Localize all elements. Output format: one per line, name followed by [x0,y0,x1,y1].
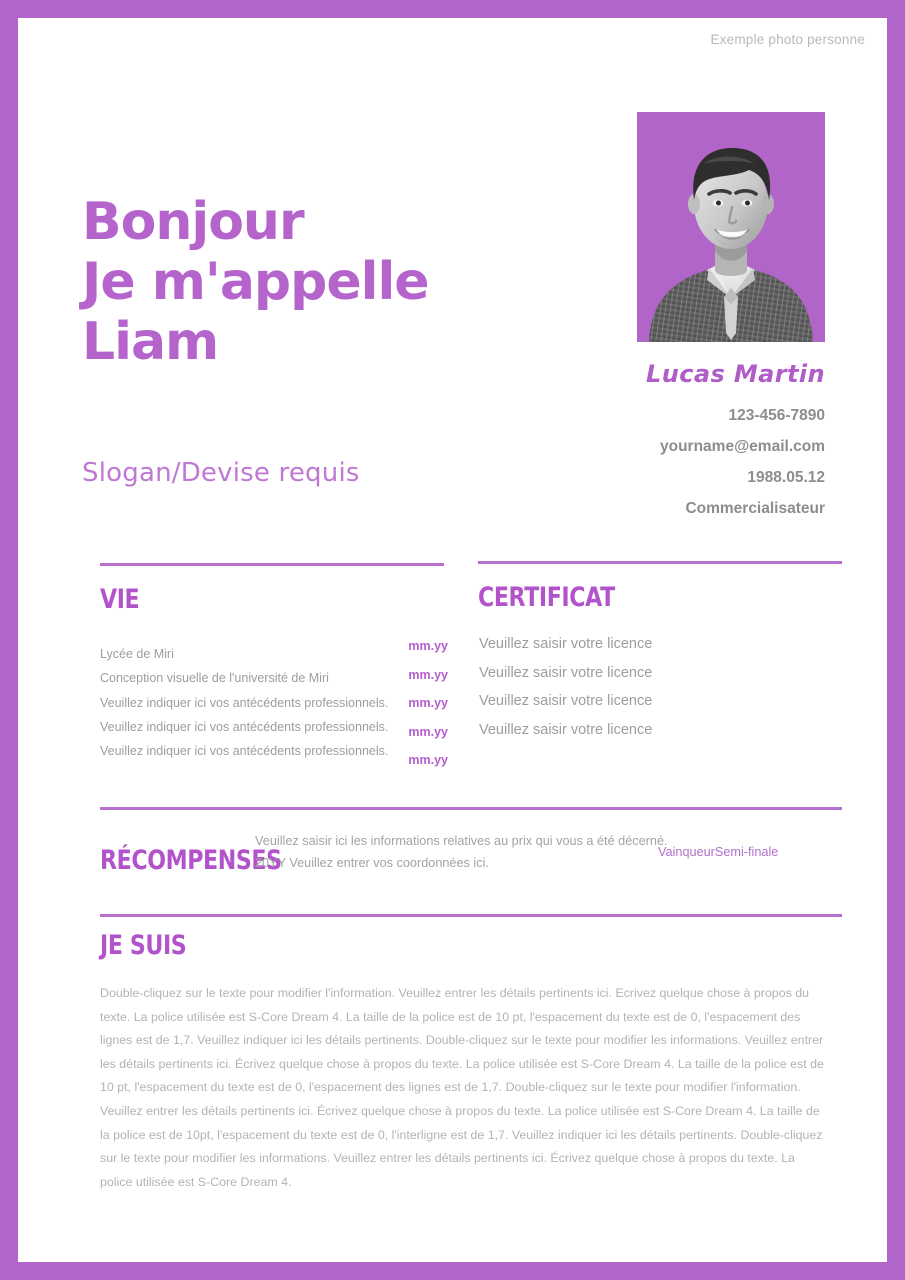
photo-note-label: Exemple photo personne [710,32,865,47]
recompenses-line[interactable]: 20YY Veuillez entrer vos coordonnées ici. [255,856,489,870]
section-title-certificat: CERTIFICAT [478,582,615,613]
vie-date[interactable]: mm.yy [408,639,448,653]
divider-vie [100,563,444,566]
contact-job-title: Commercialisateur [685,500,825,517]
vie-date[interactable]: mm.yy [408,724,448,739]
je-suis-body[interactable]: Double-cliquez sur le texte pour modifier l'information. Veuillez entrer les détails pertinents ici. Ecrivez quelque chose à propos du texte. La police utilisée est S-Core Dream 4. La taille de la police est de 10 pt, l'espacement du texte est de 0, l'espacement des lignes est de 1,7. Veuillez indiquer ici les détails pertinents. Double-cliquez sur le texte pour modifier les informations. Veuillez entrer les détails pertinents ici. Écrivez quelque chose à propos du texte. La police utilisée est S-Core Dream 4. La taille de la police est de 10 pt, l'espacement du texte est de 0, l'espacement des lignes est de 1,7. Double-cliquez sur le texte pour modifier l'information. Veuillez entrer les détails pertinents ici. Écrivez quelque chose à propos du texte. La police utilisée est S-Core Dream 4. La taille de la police est de 10pt, l'espacement du texte est de 0, l'interligne est de 1,7. Veuillez indiquer ici les détails pertinents. Double-cliquez sur le texte pour modifier les informations. Veuillez entrer les détails pertinents ici. Écrivez quelque chose à propos du texte. La police utilisée est S-Core Dream 4. [100,986,824,1189]
contact-block [465,360,825,524]
certificat-entry[interactable]: Veuillez saisir votre licence [479,664,653,681]
vie-date[interactable]: mm.yy [408,696,448,711]
recompenses-tags[interactable]: VainqueurSemi-finale [658,845,779,859]
hero-line-2: Je m'appelle [82,252,429,312]
hero-line-3: Liam [82,312,219,372]
resume-page [18,18,887,1262]
vie-entry[interactable]: Veuillez indiquer ici vos antécédents professionnels. [100,719,389,734]
contact-email[interactable]: yourname@email.com [659,438,825,455]
vie-entry[interactable]: Veuillez indiquer ici vos antécédents professionnels. [100,695,389,710]
divider-je-suis [100,914,842,917]
recompenses-line[interactable]: Veuillez saisir ici les informations relatives au prix qui vous a été décerné. [255,834,668,848]
portrait-illustration [637,112,825,342]
vie-date[interactable]: mm.yy [408,753,448,768]
vie-date-list [338,632,448,775]
divider-recompenses [100,807,842,810]
certificat-entry[interactable]: Veuillez saisir votre licence [479,636,653,652]
vie-entry[interactable]: Conception visuelle de l'université de Miri [100,671,329,686]
profile-photo [637,112,825,342]
certificat-entry-list [479,630,839,744]
hero-heading [82,192,602,372]
certificat-entry[interactable]: Veuillez saisir votre licence [479,693,653,710]
contact-birthdate: 1988.05.12 [747,469,825,486]
section-title-vie: VIE [100,584,140,615]
divider-certificat [478,561,842,564]
vie-entry[interactable]: Lycée de Miri [100,647,174,661]
section-title-je-suis: JE SUIS [100,930,187,961]
contact-name: Lucas Martin [646,360,825,388]
slogan-text: Slogan/Devise requis [82,458,360,488]
section-title-recompenses: RÉCOMPENSES [100,845,282,876]
contact-phone[interactable]: 123-456-7890 [728,407,825,424]
certificat-entry[interactable]: Veuillez saisir votre licence [479,721,653,738]
vie-entry[interactable]: Veuillez indiquer ici vos antécédents professionnels. [100,744,389,759]
hero-line-1: Bonjour [82,192,304,252]
vie-date[interactable]: mm.yy [408,667,448,682]
